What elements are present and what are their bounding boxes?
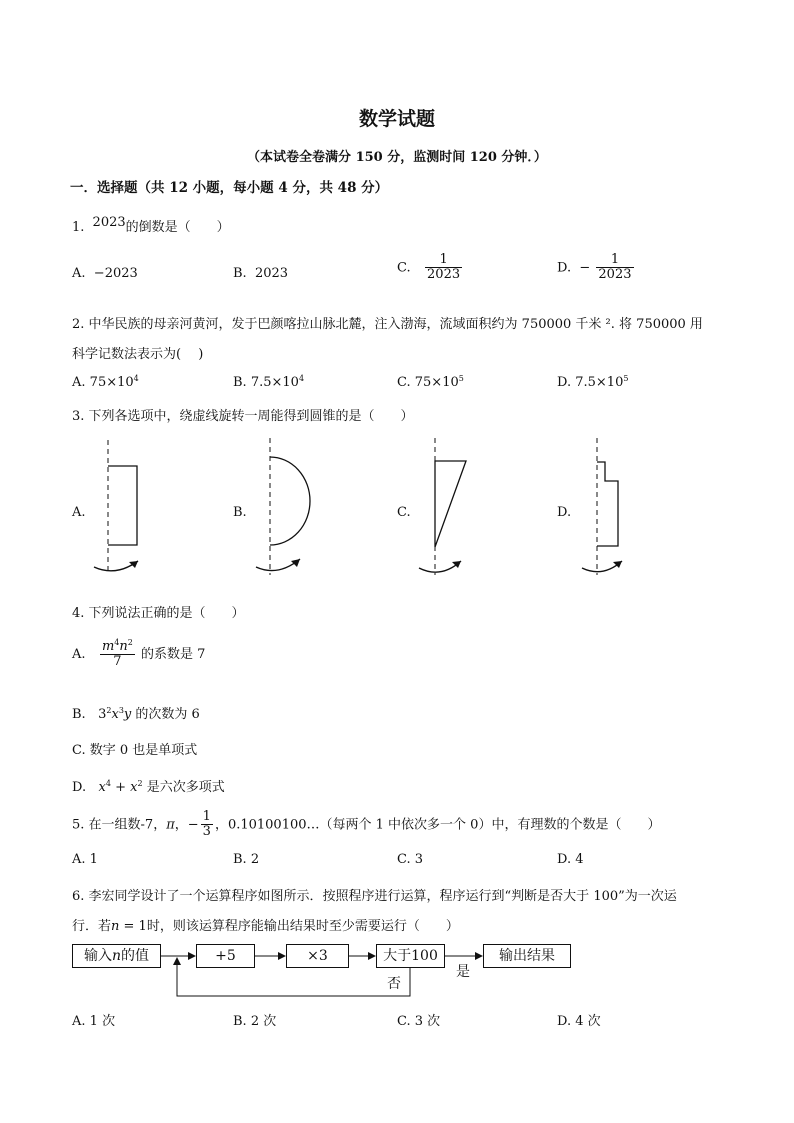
q6-option-a[interactable]: A. 1 次	[72, 1014, 116, 1029]
fraction: $\frac{1}{2023}$	[598, 252, 632, 283]
q5-option-d[interactable]: D. 4	[557, 852, 584, 867]
q4-option-d[interactable]: D. $x^4 + x^2$ 是六次多项式	[72, 779, 225, 795]
flow-input-box: 输入n的值	[72, 944, 161, 968]
q6-option-b[interactable]: B. 2 次	[233, 1014, 277, 1029]
fraction: $\frac{m^4n^2}{7}$	[101, 638, 133, 670]
q1-option-b[interactable]: B. 2023	[233, 266, 289, 281]
q2-option-b[interactable]: B. $7.5\times 10^4$	[233, 374, 305, 390]
question-1-value: 2023	[92, 215, 126, 230]
q1-option-a[interactable]: A. −2023	[72, 266, 138, 281]
exam-note: （本试卷全卷满分 150 分，监测时间 120 分钟．）	[247, 150, 547, 165]
q2-option-c[interactable]: C. $75\times 10^5$	[397, 374, 464, 390]
question-6-line-1: 6. 李宏同学设计了一个运算程序如图所示．按照程序进行运算，程序运行到“判断是否大于 100”为一次运	[72, 889, 677, 904]
q5-option-c[interactable]: C. 3	[397, 852, 424, 867]
flow-no-label: 否	[387, 976, 401, 992]
q5-option-b[interactable]: B. 2	[233, 852, 260, 867]
flow-compare-box: 大于100	[376, 944, 445, 968]
q4-option-c[interactable]: C. 数字 0 也是单项式	[72, 743, 198, 758]
flow-yes-label: 是	[456, 964, 470, 980]
q2-option-d[interactable]: D. $7.5\times 10^5$	[557, 374, 629, 390]
question-2-line-1: 2. 中华民族的母亲河黄河，发于巴颜喀拉山脉北麓，注入渤海，流域面积约为 750000 千米 ². 将 750000 用	[72, 317, 703, 332]
question-4-stem: 4. 下列说法正确的是（ ）	[72, 606, 245, 621]
flow-add-box: +5	[196, 944, 255, 968]
q6-option-c[interactable]: C. 3 次	[397, 1014, 441, 1029]
question-5-stem: 5. 在一组数-7，π，− $\frac{1}{3}$ ，0.10100100…（每两个 1 中依次多一个 0）中，有理数的个数是（ ）	[72, 809, 661, 840]
question-number: 1.	[72, 220, 85, 235]
section-heading: 一．选择题（共 12 小题，每小题 4 分，共 48 分）	[70, 180, 389, 196]
question-3-stem: 3. 下列各选项中，绕虚线旋转一周能得到圆锥的是（ ）	[72, 409, 414, 424]
q6-option-d[interactable]: D. 4 次	[557, 1014, 601, 1029]
q1-option-d[interactable]: D. − $\frac{1}{2023}$	[557, 252, 632, 283]
flow-output-box: 输出结果	[483, 944, 571, 968]
q4-option-a[interactable]: A. $\frac{m^4n^2}{7}$ 的系数是 7	[72, 638, 206, 670]
fraction: $\frac{1}{3}$	[202, 809, 211, 840]
question-1-text: 的倒数是（ ）	[125, 220, 230, 235]
question-2-line-2: 科学记数法表示为( )	[72, 347, 204, 362]
q3-label-a[interactable]: A.	[72, 505, 86, 520]
fraction: $\frac{1}{2023}$	[427, 252, 461, 283]
q5-option-a[interactable]: A. 1	[72, 852, 98, 867]
flow-multiply-box: ×3	[286, 944, 349, 968]
q2-option-a[interactable]: A. $75\times 10^4$	[72, 374, 139, 390]
page-title: 数学试题	[358, 108, 435, 130]
q1-option-c[interactable]: C. $\frac{1}{2023}$	[397, 252, 461, 283]
q3-label-b[interactable]: B.	[233, 505, 247, 520]
question-6-line-2: 行．若n = 1时，则该运算程序能输出结果时至少需要运行（ ）	[72, 919, 459, 934]
q3-label-d[interactable]: D.	[557, 505, 572, 520]
q3-label-c[interactable]: C.	[397, 505, 411, 520]
q4-option-b[interactable]: B. $3^2x^3y$ 的次数为 6	[72, 706, 200, 722]
